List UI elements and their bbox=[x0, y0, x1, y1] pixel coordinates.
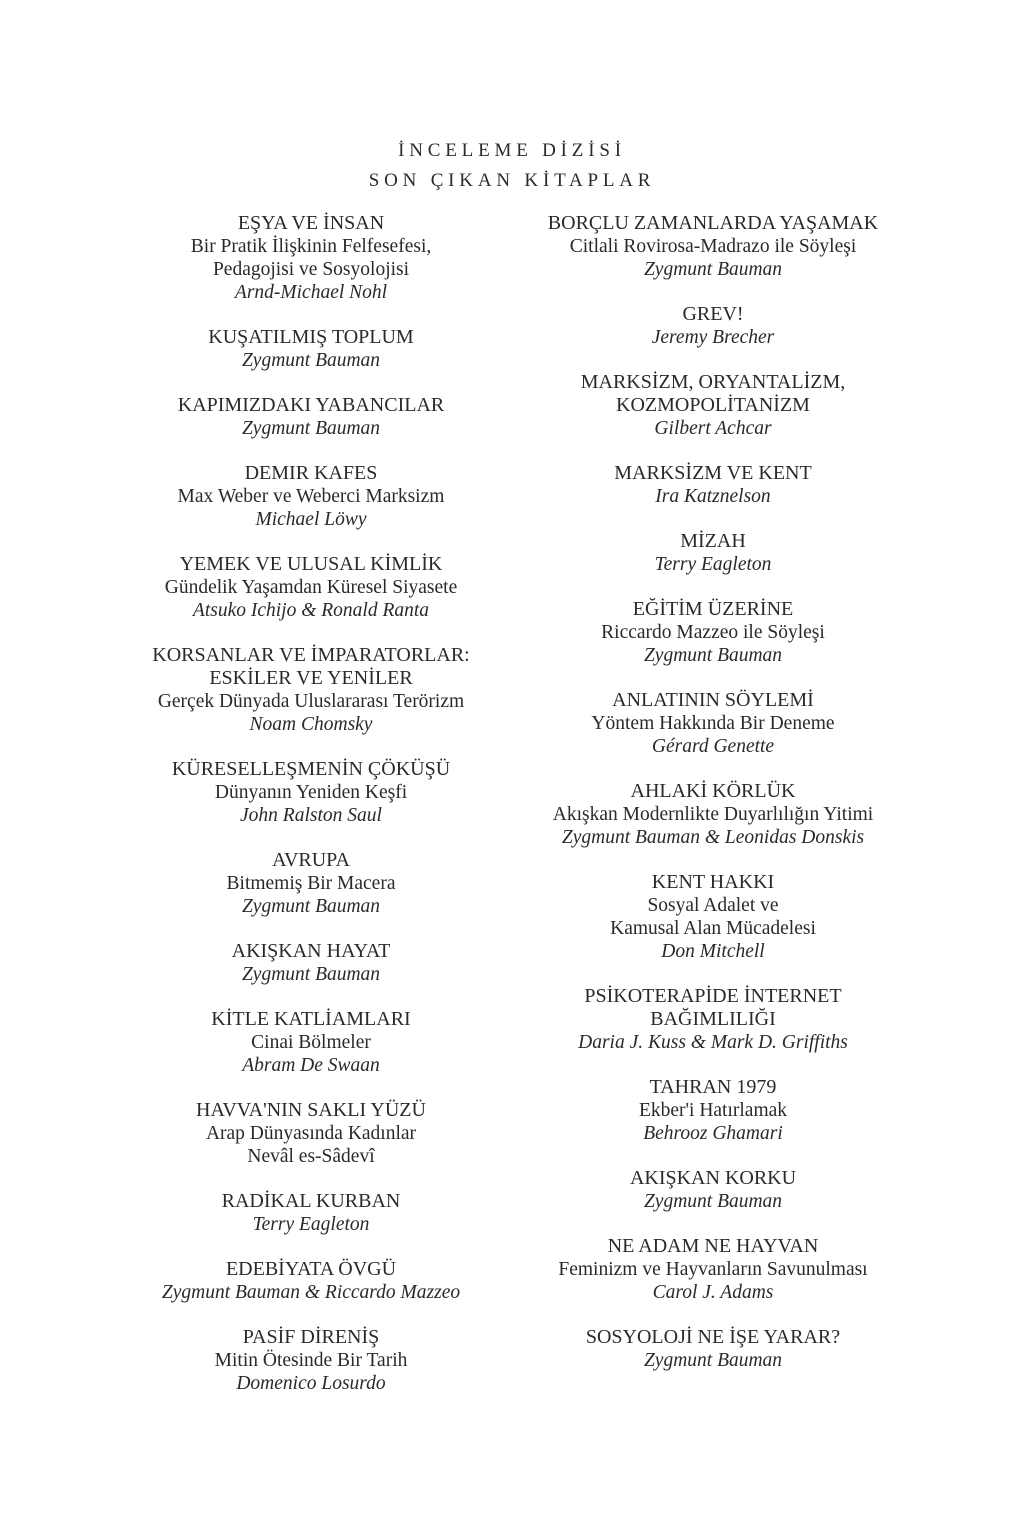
book-entry bbox=[503, 1326, 923, 1372]
book-entry bbox=[101, 1099, 521, 1168]
book-author: Zygmunt Bauman bbox=[643, 1191, 783, 1212]
book-title: EŞYA VE İNSAN bbox=[237, 212, 385, 234]
book-entry bbox=[101, 940, 521, 986]
book-entry bbox=[101, 758, 521, 827]
book-list-left bbox=[101, 212, 521, 1417]
book-title: BORÇLU ZAMANLARDA YAŞAMAK bbox=[547, 212, 879, 234]
book-subtitle: Citlali Rovirosa-Madrazo ile Söyleşi bbox=[569, 236, 857, 257]
book-subtitle: Kamusal Alan Mücadelesi bbox=[610, 918, 816, 939]
book-title: DEMIR KAFES bbox=[244, 462, 378, 484]
book-title: MARKSİZM, ORYANTALİZM, bbox=[580, 371, 846, 393]
book-entry bbox=[101, 553, 521, 622]
book-entry bbox=[101, 212, 521, 304]
book-title: ANLATININ SÖYLEMİ bbox=[612, 689, 814, 711]
book-subtitle: Pedagojisi ve Sosyolojisi bbox=[212, 259, 410, 280]
book-entry bbox=[503, 871, 923, 963]
book-author: Carol J. Adams bbox=[652, 1282, 774, 1303]
book-entry bbox=[503, 1076, 923, 1145]
book-title: TAHRAN 1979 bbox=[649, 1076, 777, 1098]
book-entry bbox=[101, 326, 521, 372]
series-subtitle: SON ÇIKAN KİTAPLAR bbox=[368, 170, 656, 191]
book-entry bbox=[101, 1326, 521, 1395]
book-title: AVRUPA bbox=[272, 849, 350, 871]
book-title: KİTLE KATLİAMLARI bbox=[211, 1008, 411, 1030]
book-author: Terry Eagleton bbox=[252, 1214, 370, 1235]
book-entry bbox=[503, 212, 923, 281]
book-entry bbox=[503, 985, 923, 1054]
book-author: Zygmunt Bauman bbox=[241, 896, 381, 917]
book-title: MARKSİZM VE KENT bbox=[614, 462, 812, 484]
book-title: MİZAH bbox=[680, 530, 746, 552]
book-title: NE ADAM NE HAYVAN bbox=[607, 1235, 819, 1257]
book-author: Gilbert Achcar bbox=[654, 418, 772, 439]
book-subtitle: Feminizm ve Hayvanların Savunulması bbox=[558, 1259, 868, 1280]
book-subtitle: Yöntem Hakkında Bir Deneme bbox=[591, 713, 835, 734]
book-title: RADİKAL KURBAN bbox=[221, 1190, 401, 1212]
book-subtitle: Akışkan Modernlikte Duyarlılığın Yitimi bbox=[552, 804, 874, 825]
book-author: Zygmunt Bauman & Leonidas Donskis bbox=[561, 827, 865, 848]
book-author: Atsuko Ichijo & Ronald Ranta bbox=[192, 600, 430, 621]
book-author: Gérard Genette bbox=[651, 736, 775, 757]
book-author: Michael Löwy bbox=[255, 509, 367, 530]
book-title: YEMEK VE ULUSAL KİMLİK bbox=[179, 553, 443, 575]
book-author: John Ralston Saul bbox=[240, 805, 382, 826]
book-title: GREV! bbox=[682, 303, 744, 325]
book-author: Jeremy Brecher bbox=[651, 327, 775, 348]
series-header bbox=[0, 136, 1024, 196]
book-subtitle: Nevâl es-Sâdevî bbox=[247, 1146, 375, 1167]
book-subtitle: Dünyanın Yeniden Keşfi bbox=[214, 782, 408, 803]
book-subtitle: Ekber'i Hatırlamak bbox=[638, 1100, 788, 1121]
book-author: Domenico Losurdo bbox=[236, 1373, 386, 1394]
book-title: EĞİTİM ÜZERİNE bbox=[632, 598, 794, 620]
book-subtitle: Cinai Bölmeler bbox=[251, 1032, 371, 1053]
book-entry bbox=[101, 462, 521, 531]
book-author: Noam Chomsky bbox=[249, 714, 373, 735]
book-author: Behrooz Ghamari bbox=[643, 1123, 783, 1144]
book-title: SOSYOLOJİ NE İŞE YARAR? bbox=[585, 1326, 841, 1348]
book-author: Don Mitchell bbox=[661, 941, 765, 962]
book-title: AKIŞKAN HAYAT bbox=[231, 940, 391, 962]
book-title: PSİKOTERAPİDE İNTERNET bbox=[584, 985, 842, 1007]
book-author: Zygmunt Bauman & Riccardo Mazzeo bbox=[161, 1282, 461, 1303]
series-name: İNCELEME DİZİSİ bbox=[398, 140, 626, 161]
book-title: KOZMOPOLİTANİZM bbox=[616, 394, 810, 416]
book-title: KUŞATILMIŞ TOPLUM bbox=[208, 326, 414, 348]
book-entry bbox=[101, 1190, 521, 1236]
book-list-right bbox=[503, 212, 923, 1394]
book-subtitle: Max Weber ve Weberci Marksizm bbox=[177, 486, 445, 507]
book-author: Terry Eagleton bbox=[654, 554, 772, 575]
book-author: Arnd-Michael Nohl bbox=[234, 282, 388, 303]
book-title: AKIŞKAN KORKU bbox=[629, 1167, 797, 1189]
book-author: Abram De Swaan bbox=[242, 1055, 380, 1076]
book-entry bbox=[503, 780, 923, 849]
book-subtitle: Bir Pratik İlişkinin Felfesefesi, bbox=[190, 236, 432, 257]
book-entry bbox=[101, 1008, 521, 1077]
book-title: KENT HAKKI bbox=[651, 871, 775, 893]
book-subtitle: Arap Dünyasında Kadınlar bbox=[205, 1123, 417, 1144]
book-entry bbox=[503, 1167, 923, 1213]
book-title: ESKİLER VE YENİLER bbox=[209, 667, 413, 689]
book-entry bbox=[503, 371, 923, 440]
book-title: KAPIMIZDAKI YABANCILAR bbox=[177, 394, 445, 416]
book-title: BAĞIMLILIĞI bbox=[650, 1008, 776, 1030]
book-author: Zygmunt Bauman bbox=[241, 964, 381, 985]
book-title: EDEBİYATA ÖVGÜ bbox=[225, 1258, 397, 1280]
book-entry bbox=[101, 394, 521, 440]
book-title: PASİF DİRENİŞ bbox=[242, 1326, 380, 1348]
book-entry bbox=[503, 530, 923, 576]
book-entry bbox=[503, 598, 923, 667]
book-author: Daria J. Kuss & Mark D. Griffiths bbox=[578, 1032, 848, 1053]
book-entry bbox=[503, 303, 923, 349]
book-subtitle: Bitmemiş Bir Macera bbox=[226, 873, 396, 894]
book-author: Zygmunt Bauman bbox=[643, 1350, 783, 1371]
book-subtitle: Mitin Ötesinde Bir Tarih bbox=[214, 1350, 408, 1371]
book-subtitle: Gündelik Yaşamdan Küresel Siyasete bbox=[164, 577, 458, 598]
book-entry bbox=[503, 462, 923, 508]
book-title: KORSANLAR VE İMPARATORLAR: bbox=[152, 644, 470, 666]
book-subtitle: Gerçek Dünyada Uluslararası Terörizm bbox=[157, 691, 465, 712]
book-author: Zygmunt Bauman bbox=[241, 350, 381, 371]
book-subtitle: Riccardo Mazzeo ile Söyleşi bbox=[601, 622, 825, 643]
book-entry bbox=[503, 689, 923, 758]
book-author: Zygmunt Bauman bbox=[643, 259, 783, 280]
book-author: Zygmunt Bauman bbox=[643, 645, 783, 666]
book-title: KÜRESELLEŞMENİN ÇÖKÜŞÜ bbox=[171, 758, 451, 780]
book-subtitle: Sosyal Adalet ve bbox=[647, 895, 779, 916]
book-author: Zygmunt Bauman bbox=[241, 418, 381, 439]
book-title: HAVVA'NIN SAKLI YÜZÜ bbox=[196, 1099, 426, 1121]
book-title: AHLAKİ KÖRLÜK bbox=[630, 780, 796, 802]
book-entry bbox=[101, 1258, 521, 1304]
book-author: Ira Katznelson bbox=[655, 486, 771, 507]
book-entry bbox=[101, 644, 521, 736]
book-entry bbox=[101, 849, 521, 918]
book-entry bbox=[503, 1235, 923, 1304]
